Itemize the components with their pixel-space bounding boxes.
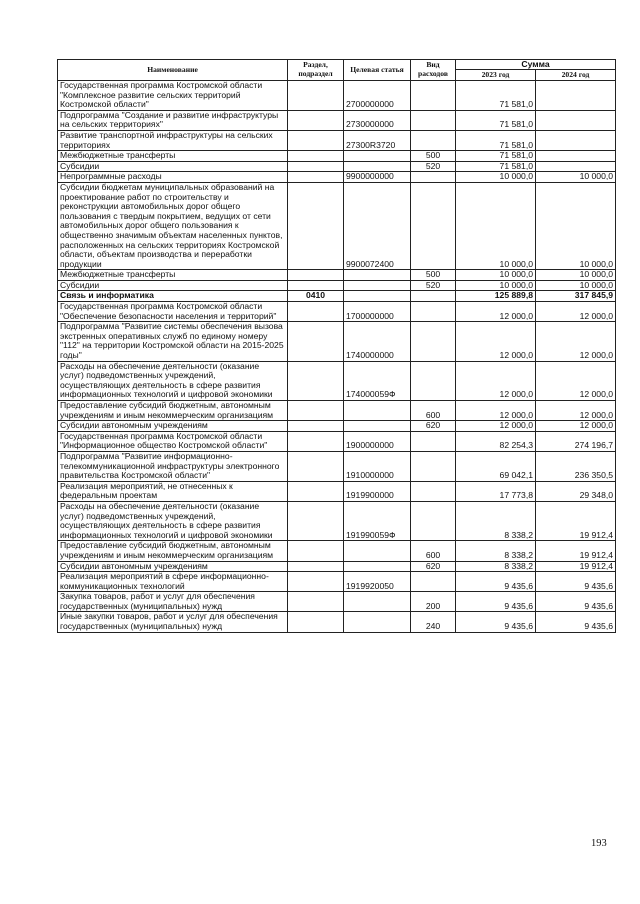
row-name: Предоставление субсидий бюджетным, автономным учреждениям и иным некоммерческим организациям xyxy=(58,541,288,561)
row-sum-2024: 9 435,6 xyxy=(536,612,616,632)
row-sum-2023: 71 581,0 xyxy=(456,130,536,150)
row-expense-type xyxy=(411,501,456,540)
row-section xyxy=(288,431,344,451)
table-row xyxy=(58,561,616,572)
row-target-code: 1740000000 xyxy=(344,322,411,361)
table-row xyxy=(58,592,616,612)
row-sum-2024: 10 000,0 xyxy=(536,182,616,269)
row-target-code: 2700000000 xyxy=(344,81,411,111)
table-row xyxy=(58,81,616,111)
row-sum-2024: 19 912,4 xyxy=(536,501,616,540)
table-row xyxy=(58,302,616,322)
row-target-code xyxy=(344,151,411,162)
row-sum-2024: 9 435,6 xyxy=(536,592,616,612)
row-name: Связь и информатика xyxy=(58,291,288,302)
row-expense-type xyxy=(411,322,456,361)
row-sum-2023: 9 435,6 xyxy=(456,592,536,612)
row-sum-2024: 12 000,0 xyxy=(536,421,616,432)
table-row xyxy=(58,451,616,481)
row-section xyxy=(288,541,344,561)
row-section xyxy=(288,561,344,572)
row-name: Развитие транспортной инфраструктуры на сельских территориях xyxy=(58,130,288,150)
row-sum-2024: 10 000,0 xyxy=(536,280,616,291)
row-sum-2023: 125 889,8 xyxy=(456,291,536,302)
header-target: Целевая статья xyxy=(344,60,411,81)
table-row xyxy=(58,431,616,451)
row-sum-2023: 71 581,0 xyxy=(456,161,536,172)
row-name: Субсидии xyxy=(58,280,288,291)
table-row xyxy=(58,291,616,302)
row-sum-2023: 9 435,6 xyxy=(456,612,536,632)
row-name: Субсидии бюджетам муниципальных образований на проектирование работ по строительству и реконструкции автомобильных дорог общего пользования с твердым покрытием, ведущих от сети автомобильных дорог общего пользования к общественно значимым объектам населенных пунктов, расположенных на сельских территориях Костромской области, объектам производства и переработки продукции xyxy=(58,182,288,269)
row-sum-2024: 9 435,6 xyxy=(536,572,616,592)
row-target-code: 191990059Ф xyxy=(344,501,411,540)
row-name: Закупка товаров, работ и услуг для обеспечения государственных (муниципальных) нужд xyxy=(58,592,288,612)
table-row xyxy=(58,541,616,561)
table-row xyxy=(58,481,616,501)
row-name: Расходы на обеспечение деятельности (оказание услуг) подведомственных учреждений, осуществляющих деятельность в сфере развития информационных технологий и цифровой экономики xyxy=(58,501,288,540)
row-expense-type xyxy=(411,451,456,481)
row-sum-2023: 9 435,6 xyxy=(456,572,536,592)
row-section xyxy=(288,481,344,501)
row-sum-2023: 12 000,0 xyxy=(456,361,536,400)
row-sum-2024: 236 350,5 xyxy=(536,451,616,481)
row-name: Непрограммные расходы xyxy=(58,172,288,183)
row-section xyxy=(288,182,344,269)
row-sum-2024 xyxy=(536,151,616,162)
row-sum-2024: 19 912,4 xyxy=(536,561,616,572)
row-section xyxy=(288,110,344,130)
row-name: Субсидии автономным учреждениям xyxy=(58,561,288,572)
row-expense-type: 500 xyxy=(411,270,456,281)
row-section xyxy=(288,572,344,592)
row-expense-type xyxy=(411,110,456,130)
row-sum-2023: 71 581,0 xyxy=(456,151,536,162)
row-section xyxy=(288,81,344,111)
row-section xyxy=(288,151,344,162)
row-expense-type xyxy=(411,172,456,183)
row-section xyxy=(288,172,344,183)
row-sum-2024: 10 000,0 xyxy=(536,172,616,183)
row-expense-type: 600 xyxy=(411,401,456,421)
row-sum-2023: 12 000,0 xyxy=(456,421,536,432)
row-sum-2023: 10 000,0 xyxy=(456,280,536,291)
row-target-code xyxy=(344,401,411,421)
row-sum-2023: 8 338,2 xyxy=(456,501,536,540)
row-name: Субсидии автономным учреждениям xyxy=(58,421,288,432)
row-target-code: 1700000000 xyxy=(344,302,411,322)
header-sum: Сумма xyxy=(456,60,616,70)
row-target-code xyxy=(344,161,411,172)
table-row xyxy=(58,151,616,162)
row-name: Предоставление субсидий бюджетным, автономным учреждениям и иным некоммерческим организациям xyxy=(58,401,288,421)
row-target-code xyxy=(344,270,411,281)
row-section xyxy=(288,612,344,632)
row-target-code: 9900072400 xyxy=(344,182,411,269)
row-sum-2023: 8 338,2 xyxy=(456,561,536,572)
page-number: 193 xyxy=(591,838,607,849)
table-row xyxy=(58,572,616,592)
row-name: Подпрограмма "Развитие системы обеспечения вызова экстренных оперативных служб по единому номеру "112" на территории Костромской области на 2015-2025 годы" xyxy=(58,322,288,361)
row-section xyxy=(288,322,344,361)
row-target-code: 1919920050 xyxy=(344,572,411,592)
row-expense-type xyxy=(411,431,456,451)
table-row xyxy=(58,110,616,130)
row-name: Межбюджетные трансферты xyxy=(58,151,288,162)
row-expense-type: 620 xyxy=(411,561,456,572)
row-expense-type: 520 xyxy=(411,161,456,172)
row-sum-2023: 10 000,0 xyxy=(456,270,536,281)
row-sum-2024 xyxy=(536,130,616,150)
row-target-code: 1910000000 xyxy=(344,451,411,481)
row-sum-2024: 12 000,0 xyxy=(536,361,616,400)
row-target-code xyxy=(344,291,411,302)
row-section xyxy=(288,270,344,281)
budget-body xyxy=(58,81,616,633)
row-sum-2024 xyxy=(536,110,616,130)
row-section xyxy=(288,161,344,172)
row-section xyxy=(288,592,344,612)
row-name: Субсидии xyxy=(58,161,288,172)
table-row xyxy=(58,322,616,361)
row-section xyxy=(288,401,344,421)
row-name: Подпрограмма "Создание и развитие инфраструктуры на сельских территориях" xyxy=(58,110,288,130)
row-target-code: 1919900000 xyxy=(344,481,411,501)
row-expense-type: 600 xyxy=(411,541,456,561)
row-section xyxy=(288,361,344,400)
row-expense-type xyxy=(411,291,456,302)
row-sum-2023: 8 338,2 xyxy=(456,541,536,561)
row-sum-2023: 82 254,3 xyxy=(456,431,536,451)
row-sum-2023: 12 000,0 xyxy=(456,322,536,361)
row-target-code: 9900000000 xyxy=(344,172,411,183)
table-row xyxy=(58,401,616,421)
row-section xyxy=(288,130,344,150)
header-year-2024: 2024 год xyxy=(536,70,616,81)
row-name: Государственная программа Костромской области "Комплексное развитие сельских территорий Костромской области" xyxy=(58,81,288,111)
budget-table xyxy=(57,59,616,633)
row-sum-2024: 12 000,0 xyxy=(536,322,616,361)
row-sum-2023: 71 581,0 xyxy=(456,110,536,130)
row-expense-type xyxy=(411,81,456,111)
table-row xyxy=(58,130,616,150)
row-expense-type xyxy=(411,361,456,400)
row-sum-2024: 10 000,0 xyxy=(536,270,616,281)
row-sum-2023: 10 000,0 xyxy=(456,182,536,269)
table-row xyxy=(58,182,616,269)
row-expense-type xyxy=(411,481,456,501)
row-expense-type: 240 xyxy=(411,612,456,632)
row-sum-2023: 69 042,1 xyxy=(456,451,536,481)
row-target-code: 1900000000 xyxy=(344,431,411,451)
row-sum-2024 xyxy=(536,81,616,111)
row-sum-2023: 17 773,8 xyxy=(456,481,536,501)
row-section xyxy=(288,421,344,432)
header-section: Раздел, подраздел xyxy=(288,60,344,81)
row-name: Подпрограмма "Развитие информационно-телекоммуникационной инфраструктуры электронного правительства Костромской области" xyxy=(58,451,288,481)
row-target-code xyxy=(344,612,411,632)
row-name: Государственная программа Костромской области "Информационное общество Костромской области" xyxy=(58,431,288,451)
row-sum-2024: 12 000,0 xyxy=(536,302,616,322)
row-section xyxy=(288,302,344,322)
table-row xyxy=(58,361,616,400)
table-row xyxy=(58,612,616,632)
row-section xyxy=(288,501,344,540)
row-expense-type xyxy=(411,182,456,269)
row-expense-type: 620 xyxy=(411,421,456,432)
row-target-code: 2730000000 xyxy=(344,110,411,130)
row-name: Межбюджетные трансферты xyxy=(58,270,288,281)
row-target-code: 27300R3720 xyxy=(344,130,411,150)
row-sum-2023: 12 000,0 xyxy=(456,302,536,322)
row-target-code xyxy=(344,541,411,561)
table-row xyxy=(58,280,616,291)
row-expense-type: 500 xyxy=(411,151,456,162)
row-sum-2024 xyxy=(536,161,616,172)
table-row xyxy=(58,270,616,281)
header-year-2023: 2023 год xyxy=(456,70,536,81)
row-sum-2024: 274 196,7 xyxy=(536,431,616,451)
row-name: Расходы на обеспечение деятельности (оказание услуг) подведомственных учреждений, осуществляющих деятельность в сфере развития информационных технологий и цифровой экономики xyxy=(58,361,288,400)
row-sum-2024: 19 912,4 xyxy=(536,541,616,561)
table-row xyxy=(58,421,616,432)
row-sum-2024: 317 845,9 xyxy=(536,291,616,302)
row-expense-type xyxy=(411,572,456,592)
row-target-code xyxy=(344,421,411,432)
row-target-code xyxy=(344,561,411,572)
row-section xyxy=(288,451,344,481)
row-name: Реализация мероприятий, не отнесенных к федеральным проектам xyxy=(58,481,288,501)
row-target-code xyxy=(344,592,411,612)
row-sum-2024: 12 000,0 xyxy=(536,401,616,421)
header-type: Вид расходов xyxy=(411,60,456,81)
row-expense-type xyxy=(411,130,456,150)
row-name: Государственная программа Костромской области "Обеспечение безопасности населения и территорий" xyxy=(58,302,288,322)
row-target-code xyxy=(344,280,411,291)
table-row xyxy=(58,161,616,172)
row-expense-type xyxy=(411,302,456,322)
row-sum-2024: 29 348,0 xyxy=(536,481,616,501)
row-name: Реализация мероприятий в сфере информационно-коммуникационных технологий xyxy=(58,572,288,592)
header-name: Наименование xyxy=(58,60,288,81)
table-row xyxy=(58,501,616,540)
row-sum-2023: 10 000,0 xyxy=(456,172,536,183)
table-row xyxy=(58,172,616,183)
row-sum-2023: 71 581,0 xyxy=(456,81,536,111)
row-sum-2023: 12 000,0 xyxy=(456,401,536,421)
row-section xyxy=(288,280,344,291)
row-expense-type: 520 xyxy=(411,280,456,291)
row-expense-type: 200 xyxy=(411,592,456,612)
row-section: 0410 xyxy=(288,291,344,302)
row-name: Иные закупки товаров, работ и услуг для обеспечения государственных (муниципальных) нужд xyxy=(58,612,288,632)
row-target-code: 174000059Ф xyxy=(344,361,411,400)
